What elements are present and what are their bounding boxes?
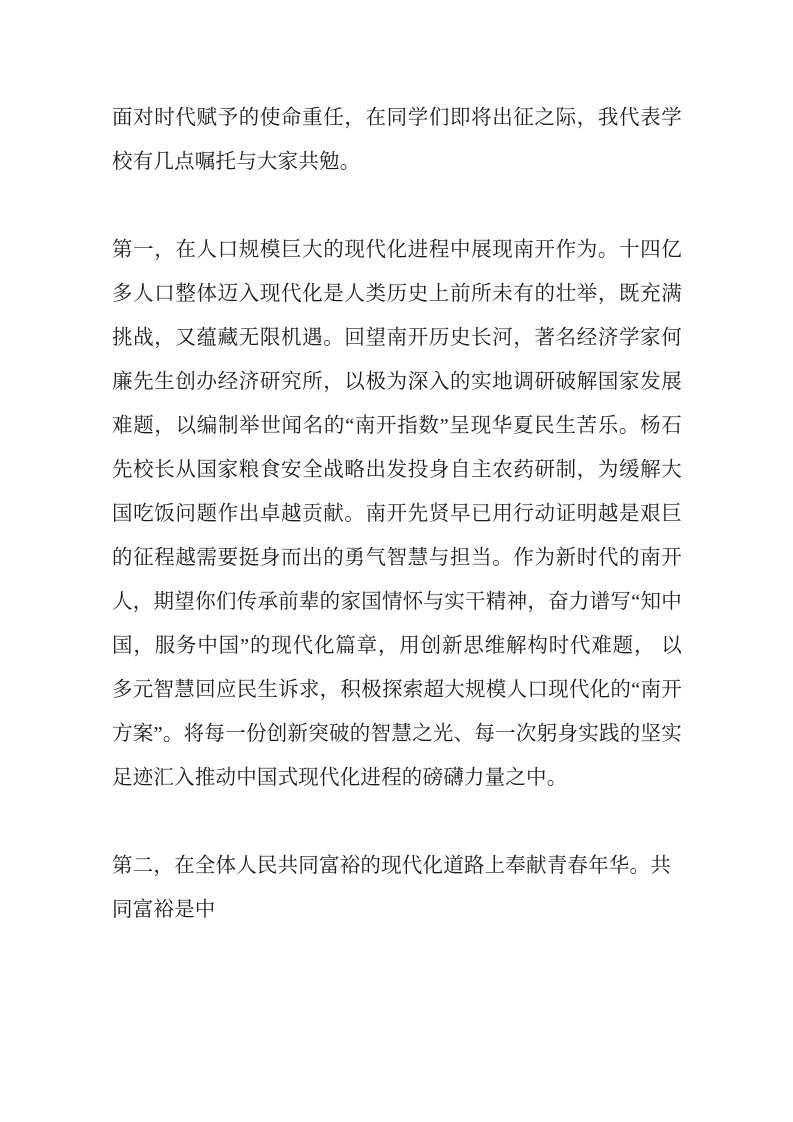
paragraph-intro: 面对时代赋予的使命重任，在同学们即将出征之际，我代表学校有几点嘱托与大家共勉。 <box>112 107 682 173</box>
document-body <box>112 96 682 932</box>
paragraph-second-point: 第二，在全体人民共同富裕的现代化道路上奉献青春年华。共同富裕是中 <box>112 855 671 921</box>
paragraph-first-point: 第一，在人口规模巨大的现代化进程中展现南开作为。十四亿多人口整体迈入现代化是人类历史上前所未有的壮举，既充满挑战，又蕴藏无限机遇。回望南开历史长河，著名经济学家何廉先生创办经济研究所，以极为深入的实地调研破解国家发展难题，以编制举世闻名的“南开指数”呈现华夏民生苦乐。杨石先校长从国家粮食安全战略出发投身自主农药研制，为缓解大国吃饭问题作出卓越贡献。南开先贤早已用行动证明越是艰巨的征程越需要挺身而出的勇气智慧与担当。作为新时代的南开人，期望你们传承前辈的家国情怀与实干精神，奋力谱写“知中国，服务中国”的现代化篇章，用创新思维解构时代难题， 以多元智慧回应民生诉求，积极探索超大规模人口现代化的“南开方案”。将每一份创新突破的智慧之光、每一次躬身实践的坚实足迹汇入推动中国式现代化进程的磅礴力量之中。 <box>112 239 682 789</box>
